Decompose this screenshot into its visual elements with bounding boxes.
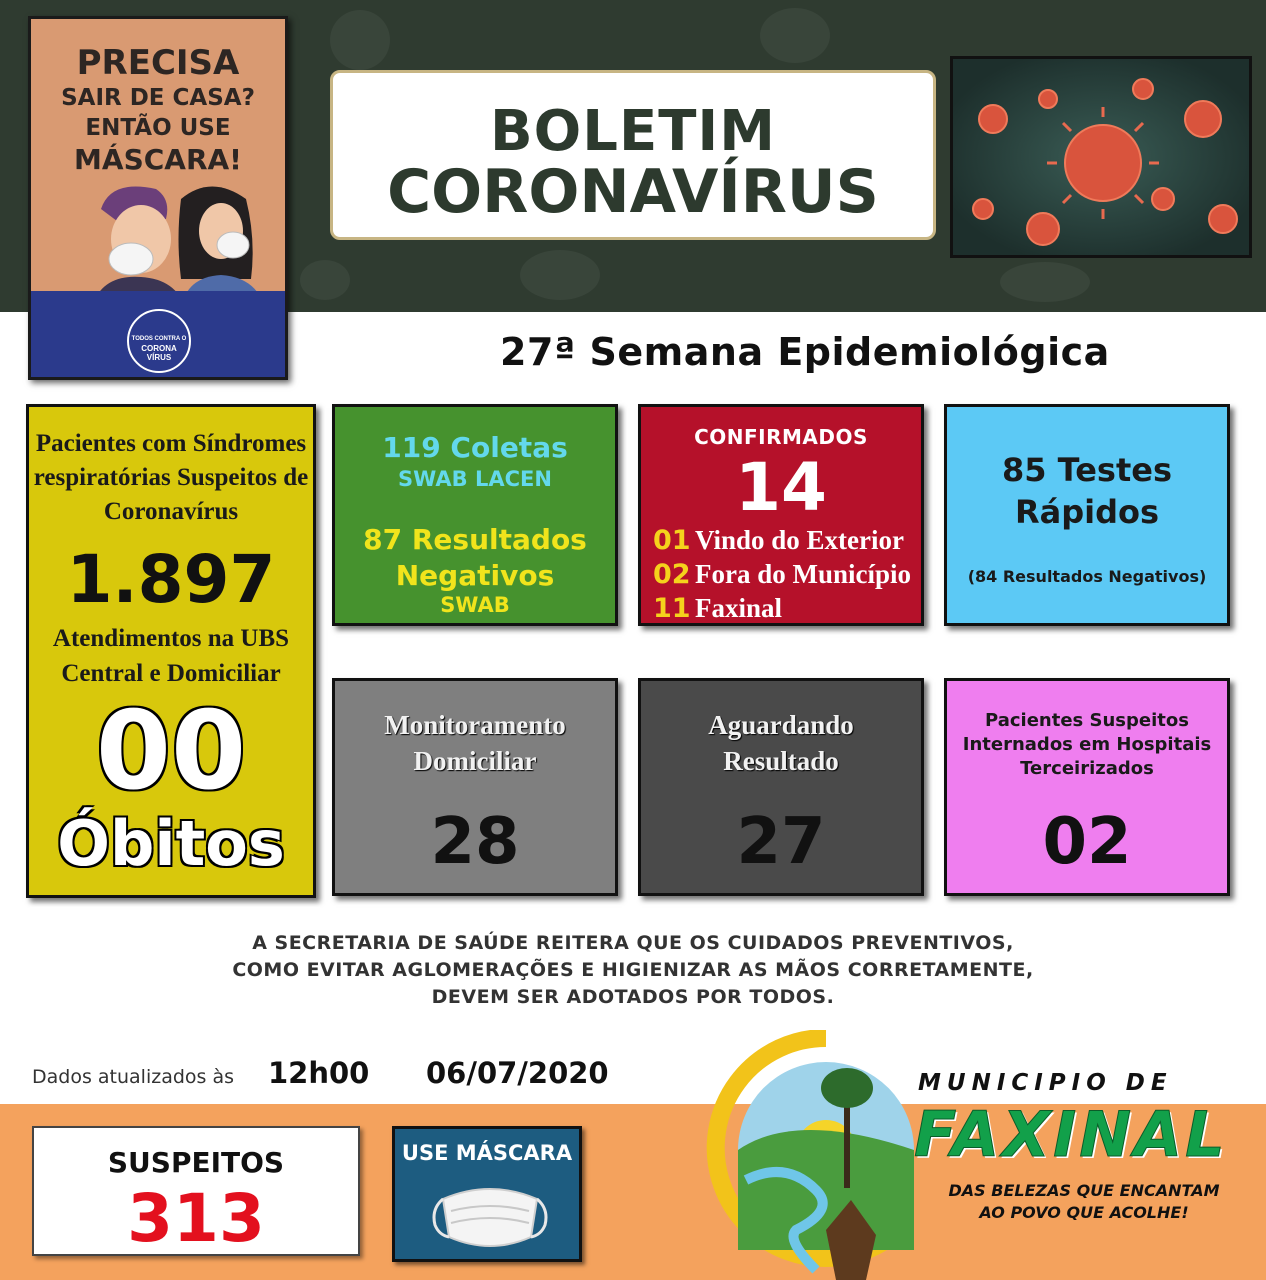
deaths-label: Óbitos bbox=[57, 807, 285, 880]
update-time: 12h00 bbox=[268, 1056, 370, 1090]
home-monitoring-card bbox=[332, 678, 618, 896]
home-monitoring-title: Monitoramento Domiciliar bbox=[384, 710, 566, 776]
hospitalized-title: Pacientes Suspeitos Internados em Hospitais Terceirizados bbox=[962, 710, 1212, 779]
confirmed-row-label: Fora do Município bbox=[695, 559, 912, 589]
poster-line-1: PRECISA bbox=[76, 43, 240, 83]
seal-main-text: CORONA VÍRUS bbox=[141, 344, 177, 362]
notice-line-2: COMO EVITAR AGLOMERAÇÕES E HIGIENIZAR AS MÃOS CORRETAMENTE, bbox=[232, 959, 1034, 981]
municipality-prefix: MUNICIPIO DE bbox=[918, 1070, 1173, 1096]
rapid-tests-card bbox=[944, 404, 1230, 626]
home-monitoring-value: 28 bbox=[430, 805, 520, 879]
notice-line-1: A SECRETARIA DE SAÚDE REITERA QUE OS CUIDADOS PREVENTIVOS, bbox=[252, 932, 1014, 954]
confirmed-total: 14 bbox=[735, 449, 827, 526]
confirmed-header: CONFIRMADOS bbox=[694, 425, 868, 449]
update-date: 06/07/2020 bbox=[426, 1056, 609, 1090]
suspects-value: 313 bbox=[127, 1180, 265, 1257]
rapid-tests-label: Rápidos bbox=[1014, 493, 1160, 531]
confirmed-row-num: 11 bbox=[653, 593, 691, 624]
hospitalized-card bbox=[944, 678, 1230, 896]
use-mask-box bbox=[392, 1126, 582, 1262]
masked-people-illustration bbox=[61, 179, 271, 309]
title-line-2: CORONAVÍRUS bbox=[387, 157, 879, 227]
municipality-emblem bbox=[676, 1030, 916, 1280]
poster-line-4: MÁSCARA! bbox=[74, 143, 242, 176]
prevention-notice bbox=[180, 930, 1086, 1011]
slogan-line-2: AO POVO QUE ACOLHE! bbox=[979, 1203, 1189, 1222]
confirmed-row-label: Vindo do Exterior bbox=[695, 525, 904, 555]
swab-results: 87 Resultados bbox=[363, 523, 587, 556]
use-mask-label: USE MÁSCARA bbox=[401, 1141, 573, 1165]
swab-negative: Negativos bbox=[395, 559, 555, 592]
swab-label: SWAB bbox=[440, 593, 510, 617]
week-heading: 27ª Semana Epidemiológica bbox=[500, 330, 1110, 374]
suspects-box bbox=[32, 1126, 360, 1256]
update-label: Dados atualizados às bbox=[32, 1066, 235, 1088]
awaiting-results-card bbox=[638, 678, 924, 896]
virus-icon bbox=[953, 59, 1252, 258]
title-box bbox=[330, 70, 936, 240]
suspects-total-card bbox=[26, 404, 316, 898]
confirmed-row bbox=[653, 559, 923, 590]
confirmed-card bbox=[638, 404, 924, 626]
rapid-tests-count: 85 Testes bbox=[1001, 451, 1173, 489]
suspects-label: SUSPEITOS bbox=[107, 1146, 285, 1179]
municipality-name: FAXINAL bbox=[914, 1098, 1228, 1171]
poster-line-3: ENTÃO USE bbox=[85, 115, 231, 141]
confirmed-row-num: 01 bbox=[653, 525, 691, 556]
slogan-line-1: DAS BELEZAS QUE ENCANTAM bbox=[948, 1181, 1220, 1200]
suspects-description: Pacientes com Síndromes respiratórias Suspeitos de Coronavírus bbox=[33, 430, 309, 525]
poster-line-2: SAIR DE CASA? bbox=[61, 85, 255, 111]
suspects-sub-label: Atendimentos na UBS Central e Domiciliar bbox=[52, 625, 290, 687]
municipality-slogan bbox=[914, 1180, 1254, 1224]
corona-seal bbox=[127, 309, 191, 373]
mask-poster bbox=[28, 16, 288, 380]
virus-image bbox=[950, 56, 1252, 258]
deaths-count: 00 bbox=[95, 689, 247, 814]
rapid-tests-negative: (84 Resultados Negativos) bbox=[967, 567, 1207, 586]
confirmed-row-label: Faxinal bbox=[695, 593, 783, 623]
awaiting-results-value: 27 bbox=[736, 805, 826, 879]
swab-lacen: SWAB LACEN bbox=[398, 467, 552, 491]
swab-card bbox=[332, 404, 618, 626]
confirmed-row bbox=[653, 525, 923, 556]
suspects-count: 1.897 bbox=[66, 541, 276, 618]
confirmed-row-num: 02 bbox=[653, 559, 691, 590]
seal-top-text: TODOS CONTRA O bbox=[131, 336, 187, 342]
swab-collections: 119 Coletas bbox=[382, 431, 568, 464]
hospitalized-value: 02 bbox=[1042, 805, 1132, 879]
awaiting-results-title: Aguardando Resultado bbox=[708, 710, 854, 776]
notice-line-3: DEVEM SER ADOTADOS POR TODOS. bbox=[431, 986, 835, 1008]
title-line-1: BOLETIM bbox=[490, 99, 776, 164]
face-mask-icon bbox=[431, 1179, 549, 1255]
confirmed-row bbox=[653, 593, 923, 624]
